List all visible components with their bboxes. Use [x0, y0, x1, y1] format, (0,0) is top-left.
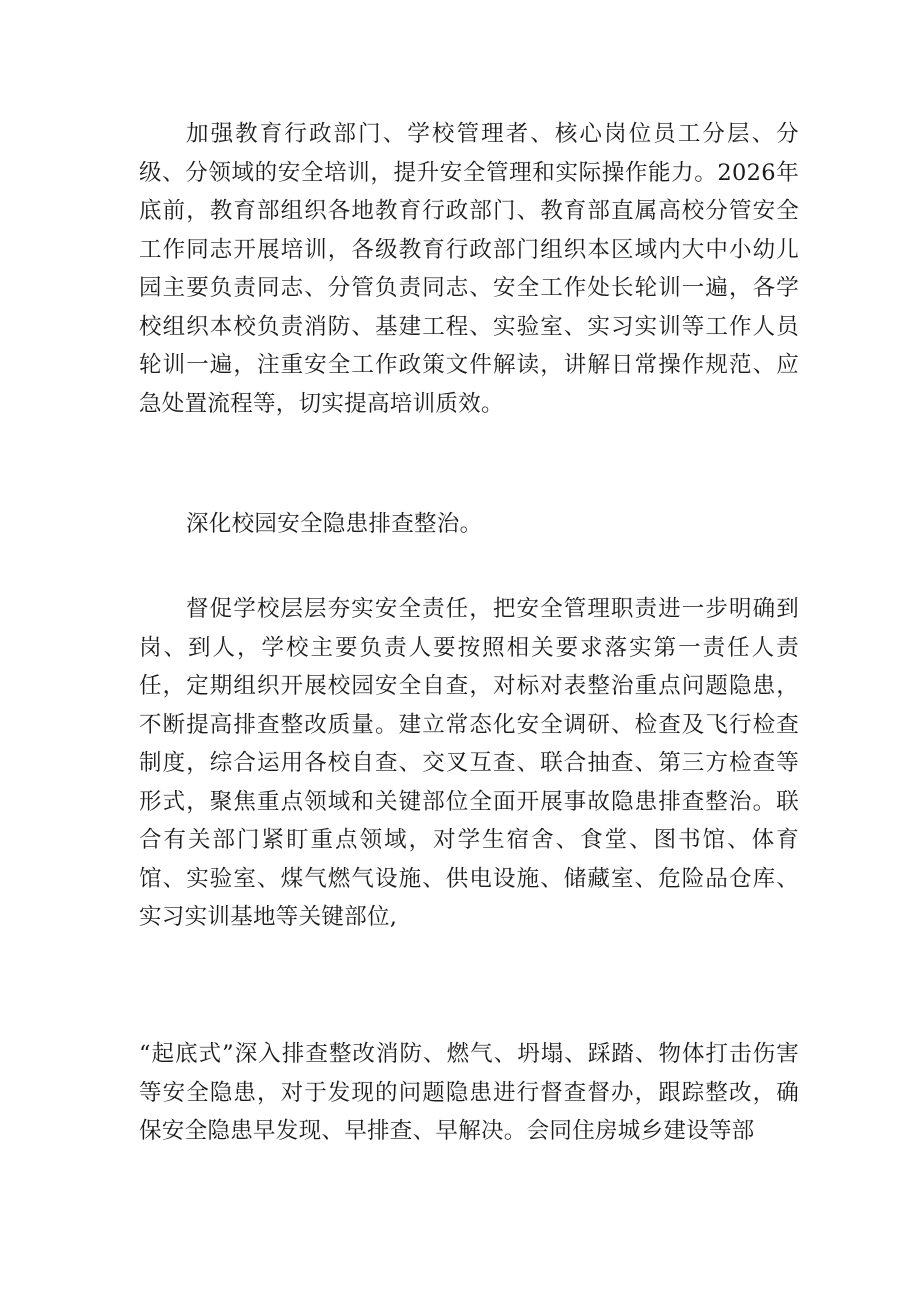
- paragraph-rectification: “起底式”深入排查整改消防、燃气、坍塌、踩踏、物体打击伤害等安全隐患，对于发现的问题隐患进行督查督办，跟踪整改，确保安全隐患早发现、早排查、早解决。会同住房城乡建设等部: [139, 1041, 799, 1144]
- paragraph-training: 加强教育行政部门、学校管理者、核心岗位员工分层、分级、分领域的安全培训，提升安全管理和实际操作能力。2026年底前，教育部组织各地教育行政部门、教育部直属高校分管安全工作同志开展培训，各级教育行政部门组织本区域内大中小幼儿园主要负责同志、分管负责同志、安全工作处长轮训一遍，各学校组织本校负责消防、基建工程、实验室、实习实训等工作人员轮训一遍，注重安全工作政策文件解读，讲解日常操作规范、应急处置流程等，切实提高培训质效。: [139, 121, 799, 417]
- section-heading-hazard-inspection: 深化校园安全隐患排查整治。: [186, 511, 483, 537]
- paragraph-responsibility: 督促学校层层夯实安全责任，把安全管理职责进一步明确到岗、到人，学校主要负责人要按照相关要求落实第一责任人责任，定期组织开展校园安全自查，对标对表整治重点问题隐患，不断提高排查整改质量。建立常态化安全调研、检查及飞行检查制度，综合运用各校自查、交叉互查、联合抽查、第三方检查等形式，聚焦重点领域和关键部位全面开展事故隐患排查整治。联合有关部门紧盯重点领域，对学生宿舍、食堂、图书馆、体育馆、实验室、煤气燃气设施、供电设施、储藏室、危险品仓库、实习实训基地等关键部位,: [139, 596, 799, 930]
